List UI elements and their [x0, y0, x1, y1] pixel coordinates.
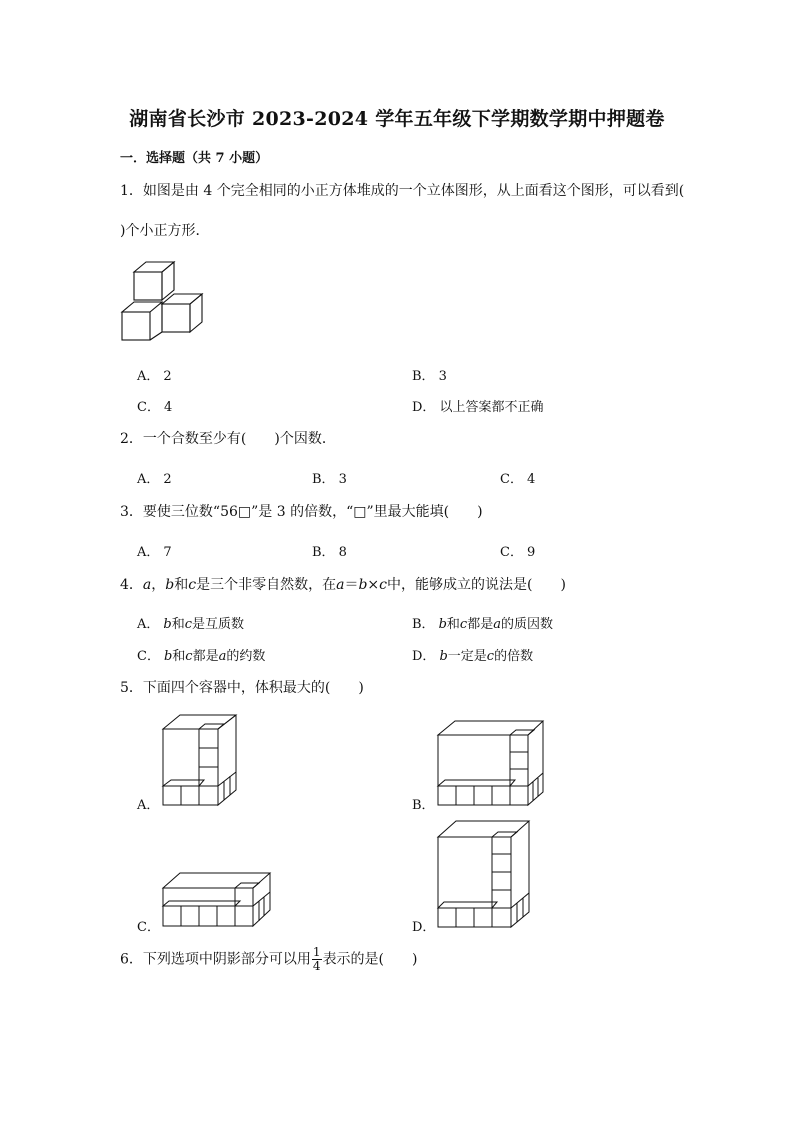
- q1-stem-line1: 1．如图是由 4 个完全相同的小正方体堆成的一个立体图形，从上面看这个图形，可以看到(: [120, 183, 685, 199]
- q3-option-b[interactable]: B． 8: [312, 545, 347, 560]
- q1-stem-line2: )个小正方形．: [120, 223, 210, 239]
- q2-option-c[interactable]: C． 4: [500, 472, 536, 487]
- q5-stem: 5．下面四个容器中，体积最大的( ): [120, 680, 364, 696]
- q5-container-c: [160, 870, 275, 930]
- q3-stem: 3．要使三位数“56□”是 3 的倍数，“□”里最大能填( ): [120, 504, 483, 520]
- q5-option-d[interactable]: D．: [412, 920, 436, 935]
- q2-stem: 2．一个合数至少有( )个因数．: [120, 431, 336, 447]
- q2-option-b[interactable]: B． 3: [312, 472, 347, 487]
- q6-stem: 6．下列选项中阴影部分可以用 $\frac{1}{4}$ 表示的是( ): [120, 945, 418, 973]
- q1-option-b[interactable]: B． 3: [412, 369, 447, 384]
- q4-option-d[interactable]: D． b一定是c的倍数: [412, 649, 534, 664]
- q1-option-a[interactable]: A． 2: [137, 369, 172, 384]
- page-title: 湖南省长沙市 2023-2024 学年五年级下学期数学期中押题卷: [129, 108, 665, 130]
- q1-option-d[interactable]: D． 以上答案都不正确: [412, 400, 544, 415]
- q4-option-a[interactable]: A． b和c是互质数: [137, 617, 245, 632]
- q5-option-b[interactable]: B．: [412, 798, 435, 813]
- fraction-one-quarter: $\frac{1}{4}$: [312, 945, 321, 973]
- q3-option-c[interactable]: C． 9: [500, 545, 536, 560]
- q1-option-c[interactable]: C． 4: [137, 400, 173, 415]
- q5-option-a[interactable]: A．: [137, 798, 160, 813]
- q5-container-d: [435, 818, 532, 930]
- q5-option-c[interactable]: C．: [137, 920, 160, 935]
- q5-container-a: [160, 712, 240, 808]
- q1-cube-figure: [118, 260, 210, 348]
- q3-option-a[interactable]: A． 7: [137, 545, 172, 560]
- q4-stem: 4．a，b和c是三个非零自然数，在a＝b×c中，能够成立的说法是( ): [120, 577, 566, 593]
- q5-container-b: [435, 718, 547, 808]
- q4-option-c[interactable]: C． b和c都是a的约数: [137, 649, 266, 664]
- q2-option-a[interactable]: A． 2: [137, 472, 172, 487]
- section-heading: 一．选择题（共 7 小题）: [120, 151, 269, 166]
- q4-option-b[interactable]: B． b和c都是a的质因数: [412, 617, 553, 632]
